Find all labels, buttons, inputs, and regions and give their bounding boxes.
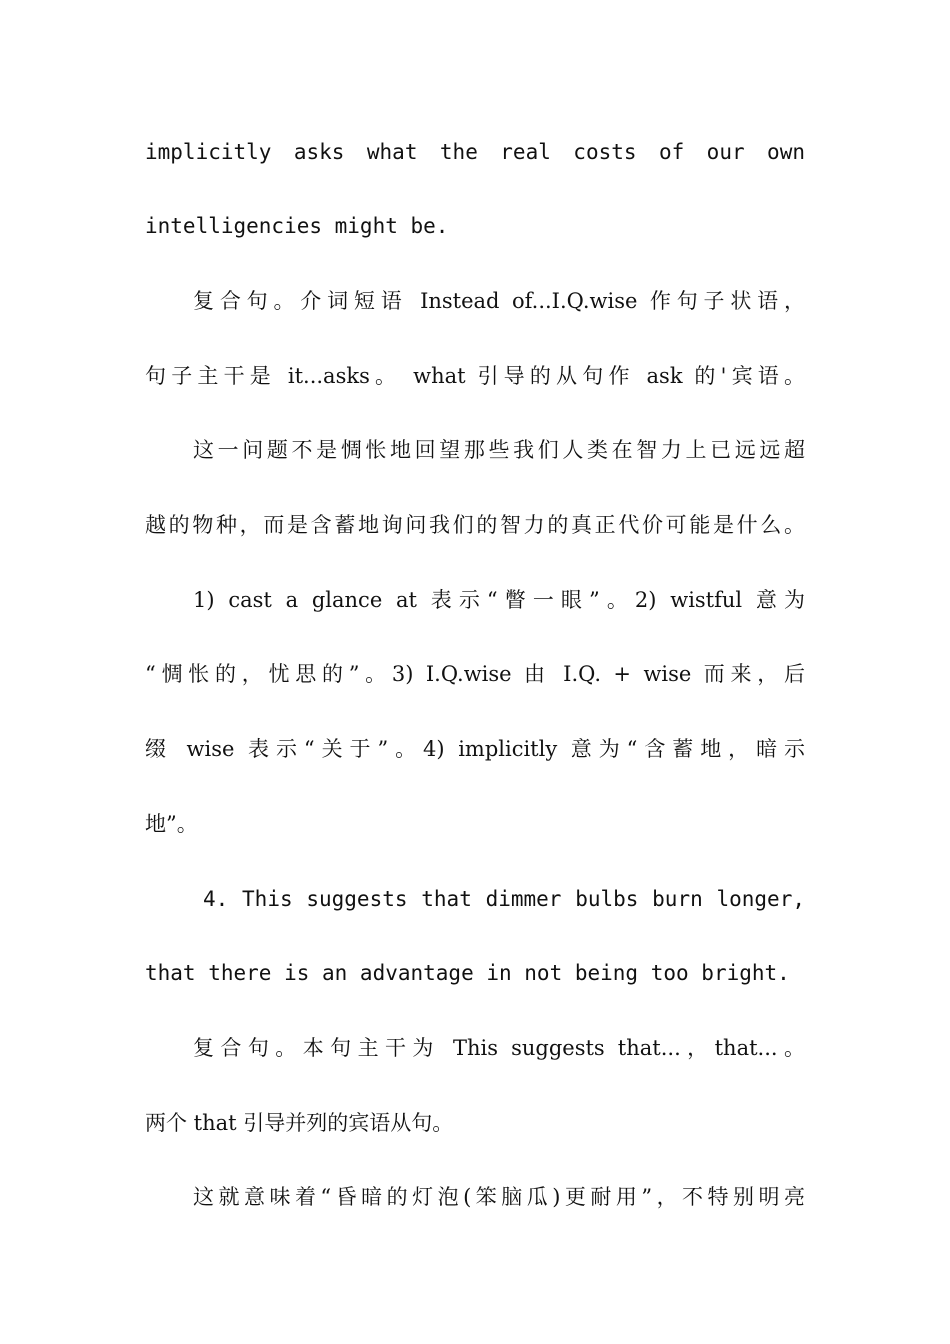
text-line-10: 地”。 [145,812,198,836]
text-line-4: 句子主干是 it...asks。 what 引导的从句作 ask 的'宾语。 [145,364,805,388]
text-line-6: 越的物种，而是含蓄地询问我们的智力的真正代价可能是什么。 [145,513,805,537]
text-line-7: 1) cast a glance at 表示“瞥一眼”。2) wistful 意为 [193,588,805,612]
text-line-3: 复合句。介词短语 Instead of...I.Q.wise 作句子状语， [193,289,805,313]
text-line-5: 这一问题不是惆怅地回望那些我们人类在智力上已远远超 [193,438,805,462]
text-line-9: 缀 wise 表示“关于”。4) implicitly 意为“含蓄地，暗示 [145,737,805,761]
text-line-12: that there is an advantage in not being too bright. [145,961,790,985]
text-line-15: 这就意味着“昏暗的灯泡(笨脑瓜)更耐用”，不特别明亮 [193,1185,805,1209]
text-line-2: intelligencies might be. [145,214,449,238]
text-line-14: 两个 that 引导并列的宾语从句。 [145,1111,454,1135]
text-line-1: implicitly asks what the real costs of our own [145,140,805,164]
text-line-13: 复合句。本句主干为 This suggests that...，that...。 [193,1036,805,1060]
text-line-11: 4. This suggests that dimmer bulbs burn longer, [203,887,805,911]
text-line-8: “惆怅的，忧思的”。3) I.Q.wise 由 I.Q. + wise 而来，后 [145,662,805,686]
